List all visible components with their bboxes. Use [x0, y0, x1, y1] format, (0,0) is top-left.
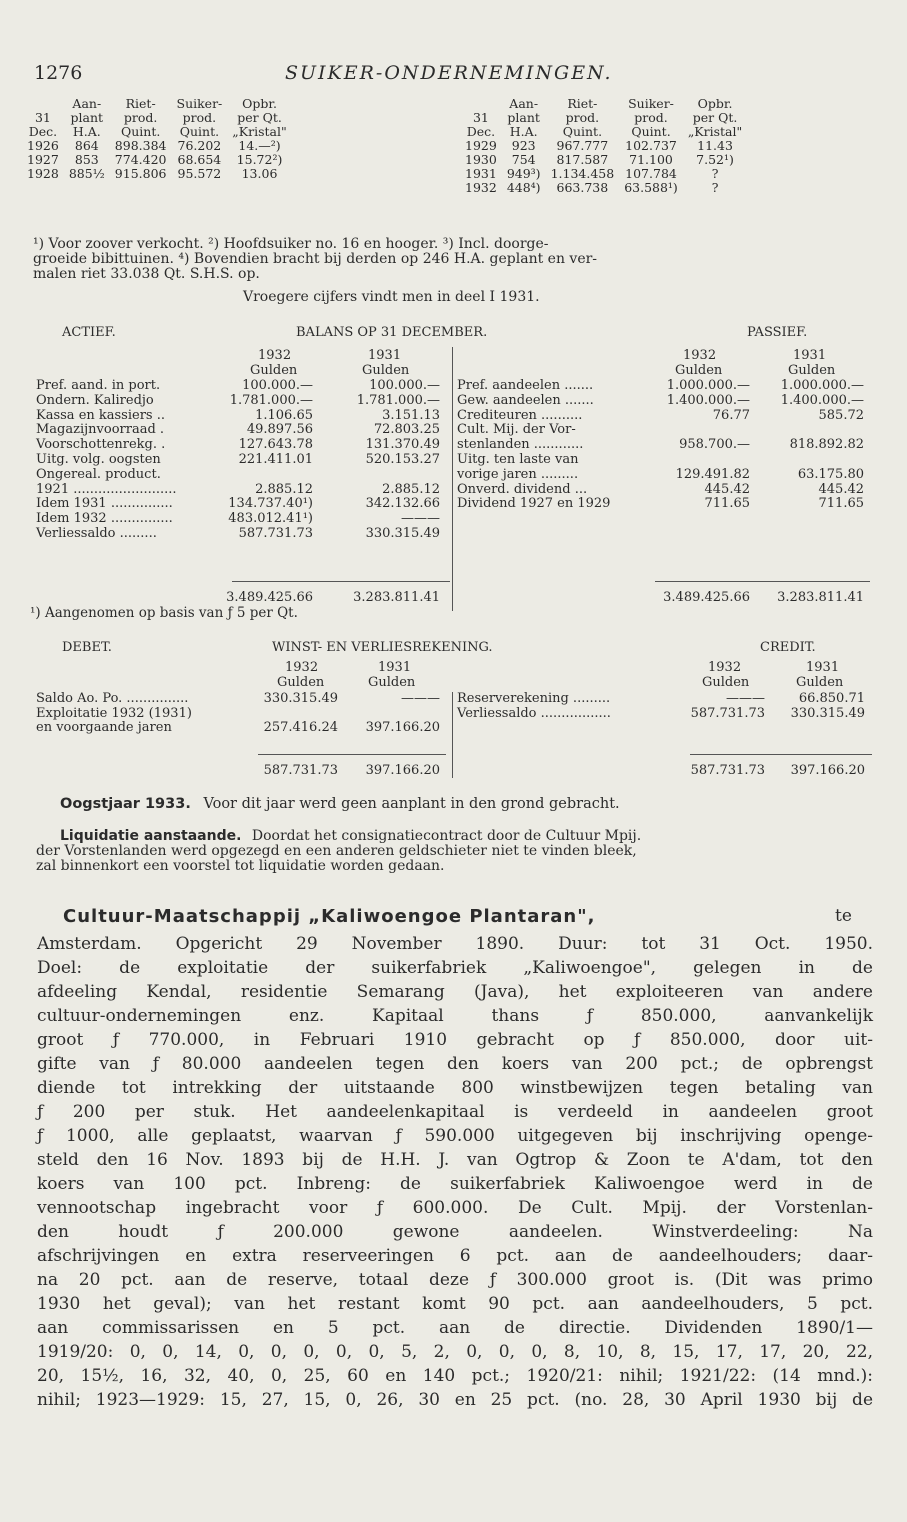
production-header-cell: 31: [34, 110, 51, 125]
row-value-1932: 445.42: [704, 481, 750, 497]
production-cell: 71.100: [629, 152, 673, 167]
production-cell: 898.384: [114, 138, 167, 153]
row-value-1932: 2.885.12: [255, 481, 313, 497]
row-value-1932: 127.643.78: [238, 437, 313, 453]
production-header-cell: Suiker-: [628, 96, 674, 111]
row-value-1932: 49.897.56: [246, 422, 313, 438]
balance-footnote: ¹) Aangenomen op basis van ƒ 5 per Qt.: [30, 605, 298, 621]
footnote-line: groeide bibittuinen. ⁴) Bovendien bracht bij derden op 246 H.A. geplant en ver-: [33, 251, 598, 267]
row-label: Verliessaldo .................: [457, 705, 611, 721]
company-line: steld den 16 Nov. 1893 bij de H.H. J. van Ogtrop & Zoon te A'dam, tot den: [37, 1150, 873, 1170]
table-row: [460, 139, 747, 153]
currency-header: Gulden: [368, 675, 416, 690]
production-table-left: [22, 97, 292, 181]
credit-total-1931: 397.166.20: [790, 763, 865, 778]
production-cell: 76.202: [177, 138, 222, 153]
liquidatie-label: Liquidatie aanstaande.: [60, 828, 242, 844]
production-table-right: [460, 97, 747, 195]
company-line: diende tot intrekking der uitstaande 800 winstbewijzen tegen betaling van: [37, 1078, 873, 1098]
production-cell: 915.806: [114, 166, 167, 181]
debit-total-1931: 397.166.20: [365, 763, 440, 778]
row-value-1932: 257.416.24: [263, 720, 338, 735]
footnote-line: malen riet 33.038 Qt. S.H.S. op.: [33, 266, 260, 282]
year-header: 1931: [368, 348, 402, 363]
production-header-cell: Dec.: [466, 124, 496, 139]
table-row: [460, 181, 747, 195]
production-header-cell: plant: [70, 110, 104, 125]
row-value-1932: 330.315.49: [263, 691, 338, 706]
production-cell: 1931: [465, 166, 497, 181]
production-cell: 14.—²): [238, 138, 281, 153]
row-value-1931: 1.400.000.—: [780, 392, 864, 408]
row-value-1932: 958.700.—: [679, 437, 750, 453]
production-cell: 1929: [465, 138, 497, 153]
liabilities-total-1932: 3.489.425.66: [663, 590, 750, 605]
row-label: Voorschottenrekg. .: [36, 437, 166, 453]
production-cell: 11.43: [697, 138, 733, 153]
liquidatie-paragraph: [60, 829, 641, 844]
oogstjaar-label: Oogstjaar 1933.: [60, 796, 191, 812]
liquidatie-line: der Vorstenlanden werd opgezegd en een anderen geldschieter niet te vinden bleek,: [36, 843, 637, 859]
production-header-cell: prod.: [565, 110, 600, 125]
pl-divider: [452, 692, 453, 778]
production-cell: 949³): [506, 166, 541, 181]
year-header: 1932: [285, 660, 319, 675]
oogstjaar-paragraph: [60, 796, 620, 812]
row-value-1932: 100.000.—: [242, 378, 313, 393]
company-line: 1930 het geval); van het restant komt 90 pct. aan aandeelhouders, 5 pct.: [37, 1294, 873, 1314]
row-value-1931: 131.370.49: [365, 437, 440, 453]
company-line: cultuur-ondernemingen enz. Kapitaal thans ƒ 850.000, aanvankelijk: [37, 1006, 873, 1026]
production-cell: 13.06: [241, 166, 278, 181]
row-value-1931: 1.000.000.—: [780, 378, 864, 393]
company-line: na 20 pct. aan de reserve, totaal deze ƒ 300.000 groot is. (Dit was primo: [37, 1270, 873, 1290]
credit-total-1932: 587.731.73: [690, 763, 765, 778]
row-value-1932: 76.77: [712, 407, 750, 423]
production-header-cell: „Kristal": [232, 124, 287, 139]
production-cell: 817.587: [556, 152, 609, 167]
liabilities-total-1931: 3.283.811.41: [777, 590, 864, 605]
production-header-cell: Opbr.: [242, 96, 277, 111]
row-label: Cult. Mij. der Vor-: [457, 422, 576, 438]
production-cell: 107.784: [625, 166, 677, 181]
liquidatie-line: zal binnenkort een voorstel tot liquidatie worden gedaan.: [36, 858, 445, 874]
company-line: Doel: de exploitatie der suikerfabriek „Kaliwoengoe", gelegen in de: [37, 958, 873, 978]
row-label: Uitg. ten laste van: [457, 452, 579, 467]
debit-total-rule: [258, 754, 446, 755]
assets-total-1932: 3.489.425.66: [226, 590, 313, 605]
production-cell: 1932: [465, 180, 497, 195]
production-header-cell: per Qt.: [237, 110, 282, 125]
balance-actief-label: ACTIEF.: [62, 325, 116, 340]
balance-title: BALANS OP 31 DECEMBER.: [296, 325, 488, 340]
production-header-cell: Quint.: [120, 124, 161, 139]
currency-header: Gulden: [362, 363, 410, 378]
production-header-row: [460, 97, 747, 111]
production-header-row: [460, 125, 747, 139]
table-row: [22, 167, 292, 181]
production-cell: ?: [711, 180, 719, 195]
row-value-1931: 66.850.71: [798, 691, 865, 706]
row-label: Pref. aand. in port.: [36, 378, 161, 393]
company-line: te: [835, 906, 852, 926]
row-label: Onverd. dividend ...: [457, 481, 588, 497]
currency-header: Gulden: [675, 363, 723, 378]
production-cell: 63.588¹): [624, 180, 678, 195]
year-header: 1932: [708, 660, 742, 675]
year-header: 1932: [683, 348, 717, 363]
page-number: 1276: [34, 62, 83, 84]
liquidatie-line: Doordat het consignatiecontract door de Cultuur Mpij.: [251, 828, 642, 844]
row-label: Saldo Ao. Po. ...............: [36, 691, 189, 706]
row-value-1931: 330.315.49: [790, 705, 865, 721]
company-line: vennootschap ingebracht voor ƒ 600.000. De Cult. Mpij. der Vorstenlan-: [37, 1198, 873, 1218]
footnote-earlier-figures: Vroegere cijfers vindt men in deel I 1931.: [243, 289, 540, 305]
production-header-cell: Aan-: [72, 96, 102, 111]
production-header-cell: Quint.: [631, 124, 671, 139]
row-value-1931: 72.803.25: [373, 422, 440, 438]
year-header: 1932: [258, 348, 292, 363]
pl-title: WINST- EN VERLIESREKENING.: [272, 640, 493, 655]
production-header-cell: Riet-: [567, 96, 598, 111]
row-value-1932: 129.491.82: [675, 466, 750, 482]
production-header-cell: [460, 97, 502, 111]
production-header-cell: prod.: [123, 110, 158, 125]
production-header-cell: prod.: [634, 110, 668, 125]
company-line: afschrijvingen en extra reserveeringen 6 pct. aan de aandeelhouders; daar-: [37, 1246, 873, 1266]
currency-header: Gulden: [702, 675, 750, 690]
production-cell: 1.134.458: [550, 166, 615, 181]
pl-credit-label: CREDIT.: [760, 640, 816, 655]
row-value-1931: ———: [401, 511, 440, 527]
row-value-1931: 585.72: [818, 407, 864, 423]
production-cell: 885½: [68, 166, 105, 181]
row-value-1932: 587.731.73: [690, 705, 765, 721]
production-cell: 774.420: [114, 152, 167, 167]
row-label: Idem 1931 ...............: [36, 496, 173, 512]
production-header-row: [22, 125, 292, 139]
table-row: [22, 153, 292, 167]
row-value-1931: 1.781.000.—: [356, 392, 440, 408]
table-row: [22, 139, 292, 153]
row-value-1931: 397.166.20: [365, 720, 440, 735]
row-label: Exploitatie 1932 (1931): [36, 705, 192, 721]
production-header-cell: H.A.: [509, 124, 538, 139]
production-cell: 1927: [27, 152, 59, 167]
row-value-1932: 221.411.01: [238, 452, 313, 467]
row-label: Gew. aandeelen .......: [457, 392, 594, 408]
row-value-1932: 134.737.40¹): [228, 496, 313, 512]
production-cell: 1930: [465, 152, 497, 167]
assets-total-1931: 3.283.811.41: [353, 590, 440, 605]
production-cell: 448⁴): [506, 180, 541, 195]
production-header-cell: H.A.: [72, 124, 101, 139]
row-label: Reserverekening .........: [457, 691, 611, 706]
company-line: nihil; 1923—1929: 15, 27, 15, 0, 26, 30 en 25 pct. (no. 28, 30 April 1930 bij de: [37, 1390, 873, 1410]
production-cell: 68.654: [177, 152, 222, 167]
row-value-1932: ———: [726, 691, 765, 706]
row-value-1931: 445.42: [818, 481, 864, 497]
pl-debet-label: DEBET.: [62, 640, 112, 655]
production-header-cell: Dec.: [28, 124, 58, 139]
row-value-1932: 587.731.73: [238, 526, 313, 541]
company-line: groot ƒ 770.000, in Februari 1910 gebracht op ƒ 850.000, door uit-: [37, 1030, 873, 1050]
production-header-cell: Quint.: [179, 124, 220, 139]
company-line: gifte van ƒ 80.000 aandeelen tegen den koers van 200 pct.; de opbrengst: [37, 1054, 873, 1074]
production-header-cell: Riet-: [125, 96, 156, 111]
row-value-1932: 483.012.41¹): [228, 511, 313, 527]
production-header-cell: „Kristal": [687, 124, 743, 139]
row-value-1931: 342.132.66: [365, 496, 440, 512]
row-value-1931: 520.153.27: [365, 452, 440, 467]
company-body: [37, 932, 873, 1412]
row-value-1931: 330.315.49: [365, 526, 440, 541]
year-header: 1931: [378, 660, 412, 675]
production-header-row: [22, 111, 292, 125]
row-value-1931: ———: [401, 691, 440, 706]
currency-header: Gulden: [788, 363, 836, 378]
row-value-1931: 3.151.13: [382, 407, 440, 423]
company-line: ƒ 200 per stuk. Het aandeelenkapitaal is verdeeld in aandeelen groot: [37, 1102, 873, 1122]
production-header-cell: Opbr.: [697, 96, 733, 111]
currency-header: Gulden: [250, 363, 298, 378]
production-cell: 1928: [27, 166, 59, 181]
footnote-line: ¹) Voor zoover verkocht. ²) Hoofdsuiker no. 16 en hooger. ³) Incl. doorge-: [33, 236, 549, 252]
row-label: Verliessaldo .........: [36, 526, 157, 541]
production-header-cell: [22, 97, 64, 111]
production-cell: ?: [711, 166, 719, 181]
company-name: Cultuur-Maatschappij „Kaliwoengoe Plantaran",: [63, 906, 596, 927]
production-cell: 95.572: [177, 166, 222, 181]
table-row: [460, 167, 747, 181]
production-cell: 967.777: [556, 138, 609, 153]
production-cell: 102.737: [625, 138, 677, 153]
row-value-1931: 100.000.—: [369, 378, 440, 393]
company-line: koers van 100 pct. Inbreng: de suikerfabriek Kaliwoengoe werd in de: [37, 1174, 873, 1194]
production-cell: 923: [511, 138, 536, 153]
row-value-1931: 2.885.12: [382, 481, 440, 497]
production-header-cell: Aan-: [509, 96, 539, 111]
company-line: ƒ 1000, alle geplaatst, waarvan ƒ 590.000 uitgegeven bij inschrijving openge-: [37, 1126, 873, 1146]
row-value-1931: 711.65: [818, 496, 864, 512]
row-label: Crediteuren ..........: [457, 407, 583, 423]
row-value-1932: 711.65: [704, 496, 750, 512]
production-header-cell: 31: [472, 110, 489, 125]
production-cell: 853: [74, 152, 99, 167]
row-value-1932: 1.781.000.—: [229, 392, 313, 408]
row-label: Ondern. Kaliredjo: [36, 392, 154, 408]
row-label: Uitg. volg. oogsten: [36, 452, 161, 467]
production-header-row: [22, 97, 292, 111]
table-row: [460, 153, 747, 167]
production-cell: 15.72²): [236, 152, 283, 167]
production-cell: 7.52¹): [696, 152, 734, 167]
row-label: Magazijnvoorraad .: [36, 422, 165, 438]
year-header: 1931: [806, 660, 840, 675]
page-title: SUIKER-ONDERNEMINGEN.: [285, 62, 613, 84]
company-line: 20, 15½, 16, 32, 40, 0, 25, 60 en 140 pct.; 1920/21: nihil; 1921/22: (14 mnd.):: [37, 1366, 873, 1386]
row-label: Kassa en kassiers ..: [36, 407, 165, 423]
credit-total-rule: [690, 754, 872, 755]
debit-total-1932: 587.731.73: [263, 763, 338, 778]
production-header-row: [460, 111, 747, 125]
currency-header: Gulden: [796, 675, 844, 690]
row-label: Pref. aandeelen .......: [457, 378, 594, 393]
assets-total-rule: [232, 581, 450, 582]
company-line: afdeeling Kendal, residentie Semarang (Java), het exploiteeren van andere: [37, 982, 873, 1002]
production-cell: 864: [74, 138, 99, 153]
row-value-1932: 1.000.000.—: [666, 378, 750, 393]
balance-divider: [452, 347, 453, 611]
production-cell: 1926: [27, 138, 59, 153]
production-header-cell: plant: [507, 110, 540, 125]
row-label: Ongereal. product.: [36, 466, 161, 482]
production-cell: 663.738: [556, 180, 609, 195]
row-label: en voorgaande jaren: [36, 720, 172, 735]
row-value-1931: 818.892.82: [789, 437, 864, 453]
company-line: aan commissarissen en 5 pct. aan de directie. Dividenden 1890/1—: [37, 1318, 873, 1338]
production-header-cell: per Qt.: [692, 110, 738, 125]
production-header-cell: Suiker-: [176, 96, 223, 111]
company-line: 1919/20: 0, 0, 14, 0, 0, 0, 0, 0, 5, 2, 0, 0, 0, 8, 10, 8, 15, 17, 17, 20, 22,: [37, 1342, 873, 1362]
row-label: 1921 .........................: [36, 481, 177, 497]
row-label: vorige jaren .........: [457, 466, 579, 482]
row-value-1932: 1.400.000.—: [666, 392, 750, 408]
production-header-cell: Quint.: [562, 124, 603, 139]
row-label: stenlanden ............: [457, 437, 584, 453]
row-value-1932: 1.106.65: [255, 407, 313, 423]
row-label: Idem 1932 ...............: [36, 511, 173, 527]
production-header-cell: prod.: [182, 110, 217, 125]
oogstjaar-text: Voor dit jaar werd geen aanplant in den grond gebracht.: [203, 796, 620, 812]
company-line: den houdt ƒ 200.000 gewone aandeelen. Winstverdeeling: Na: [37, 1222, 873, 1242]
row-value-1931: 63.175.80: [797, 466, 864, 482]
year-header: 1931: [793, 348, 827, 363]
production-cell: 754: [511, 152, 536, 167]
liabilities-total-rule: [655, 581, 870, 582]
balance-passief-label: PASSIEF.: [747, 325, 808, 340]
row-label: Dividend 1927 en 1929: [457, 496, 611, 512]
currency-header: Gulden: [277, 675, 325, 690]
company-line: Amsterdam. Opgericht 29 November 1890. Duur: tot 31 Oct. 1950.: [37, 934, 873, 954]
